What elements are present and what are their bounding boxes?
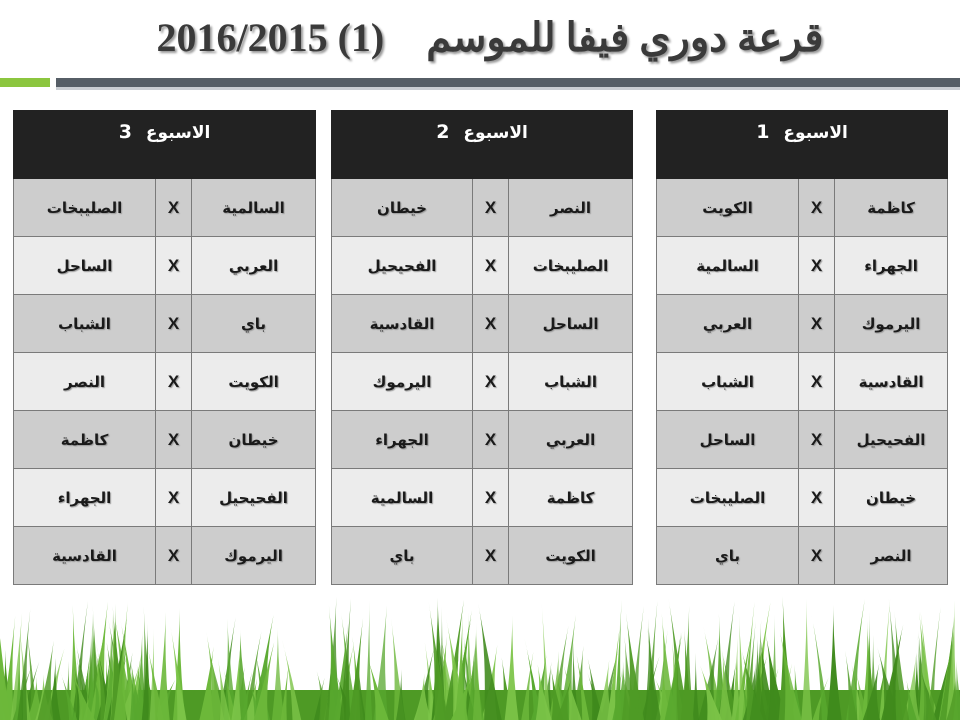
week-label: الاسبوع: [463, 123, 528, 143]
vs-mark: X: [156, 411, 192, 469]
week-header: [657, 111, 948, 179]
accent-bar: [0, 78, 50, 87]
home-team: الكويت: [509, 527, 633, 585]
away-team: الصليبخات: [657, 469, 799, 527]
week-header-cell: [657, 111, 948, 179]
away-team: السالمية: [657, 237, 799, 295]
home-team: النصر: [509, 179, 633, 237]
match-row: [332, 237, 633, 295]
home-team: اليرموك: [192, 527, 316, 585]
match-row: [14, 411, 316, 469]
match-row: [657, 295, 948, 353]
match-row: [657, 179, 948, 237]
home-team: خيطان: [835, 469, 948, 527]
away-team: باي: [332, 527, 473, 585]
away-team: خيطان: [332, 179, 473, 237]
vs-mark: X: [156, 295, 192, 353]
away-team: الصليبخات: [14, 179, 156, 237]
home-team: الشباب: [509, 353, 633, 411]
vs-mark: X: [156, 527, 192, 585]
vs-mark: X: [473, 411, 509, 469]
vs-mark: X: [473, 295, 509, 353]
title-text: قرعة دوري فيفا للموسم: [426, 15, 824, 60]
match-row: [14, 527, 316, 585]
home-team: الساحل: [509, 295, 633, 353]
vs-mark: X: [799, 527, 835, 585]
home-team: الصليبخات: [509, 237, 633, 295]
match-row: [657, 469, 948, 527]
week-label: الاسبوع: [145, 123, 211, 143]
vs-mark: X: [156, 469, 192, 527]
vs-mark: X: [799, 237, 835, 295]
home-team: العربي: [192, 237, 316, 295]
vs-mark: X: [156, 353, 192, 411]
away-team: السالمية: [332, 469, 473, 527]
away-team: النصر: [14, 353, 156, 411]
match-row: [657, 527, 948, 585]
away-team: الشباب: [14, 295, 156, 353]
home-team: اليرموك: [835, 295, 948, 353]
week-header: [332, 111, 633, 179]
match-row: [14, 179, 316, 237]
home-team: السالمية: [192, 179, 316, 237]
week-table-2: [331, 110, 633, 585]
home-team: الكويت: [192, 353, 316, 411]
week-header-cell: [14, 111, 316, 179]
away-team: باي: [657, 527, 799, 585]
home-team: باي: [192, 295, 316, 353]
header-divider-shadow: [56, 87, 960, 90]
home-team: العربي: [509, 411, 633, 469]
away-team: الكويت: [657, 179, 799, 237]
vs-mark: X: [473, 527, 509, 585]
vs-mark: X: [799, 469, 835, 527]
match-row: [14, 353, 316, 411]
home-team: كاظمة: [835, 179, 948, 237]
vs-mark: X: [799, 295, 835, 353]
away-team: الشباب: [657, 353, 799, 411]
week-table-1: [656, 110, 948, 585]
away-team: كاظمة: [14, 411, 156, 469]
away-team: الجهراء: [332, 411, 473, 469]
vs-mark: X: [799, 179, 835, 237]
vs-mark: X: [156, 237, 192, 295]
away-team: العربي: [657, 295, 799, 353]
match-row: [657, 353, 948, 411]
away-team: الفحيحيل: [332, 237, 473, 295]
match-row: [332, 353, 633, 411]
vs-mark: X: [156, 179, 192, 237]
match-row: [332, 179, 633, 237]
away-team: الجهراء: [14, 469, 156, 527]
home-team: كاظمة: [509, 469, 633, 527]
home-team: النصر: [835, 527, 948, 585]
away-team: القادسية: [332, 295, 473, 353]
match-row: [657, 411, 948, 469]
match-row: [332, 469, 633, 527]
away-team: الساحل: [14, 237, 156, 295]
match-row: [332, 295, 633, 353]
vs-mark: X: [473, 237, 509, 295]
week-header-cell: [332, 111, 633, 179]
home-team: خيطان: [192, 411, 316, 469]
grass-decoration: [0, 590, 960, 720]
vs-mark: X: [473, 179, 509, 237]
match-row: [332, 527, 633, 585]
week-header: [14, 111, 316, 179]
header-divider: [56, 78, 960, 87]
week-number: 1: [756, 121, 770, 143]
away-team: القادسية: [14, 527, 156, 585]
week-table-3: [13, 110, 316, 585]
week-label: الاسبوع: [783, 123, 848, 143]
match-row: [14, 295, 316, 353]
away-team: الساحل: [657, 411, 799, 469]
week-number: 3: [118, 121, 132, 143]
home-team: الجهراء: [835, 237, 948, 295]
home-team: الفحيحيل: [835, 411, 948, 469]
match-row: [332, 411, 633, 469]
vs-mark: X: [473, 469, 509, 527]
match-row: [14, 469, 316, 527]
away-team: اليرموك: [332, 353, 473, 411]
season-label: 2016/2015 (1): [156, 15, 385, 60]
vs-mark: X: [799, 353, 835, 411]
home-team: الفحيحيل: [192, 469, 316, 527]
page-title: [100, 8, 880, 68]
match-row: [657, 237, 948, 295]
vs-mark: X: [473, 353, 509, 411]
home-team: القادسية: [835, 353, 948, 411]
vs-mark: X: [799, 411, 835, 469]
match-row: [14, 237, 316, 295]
week-number: 2: [436, 121, 450, 143]
